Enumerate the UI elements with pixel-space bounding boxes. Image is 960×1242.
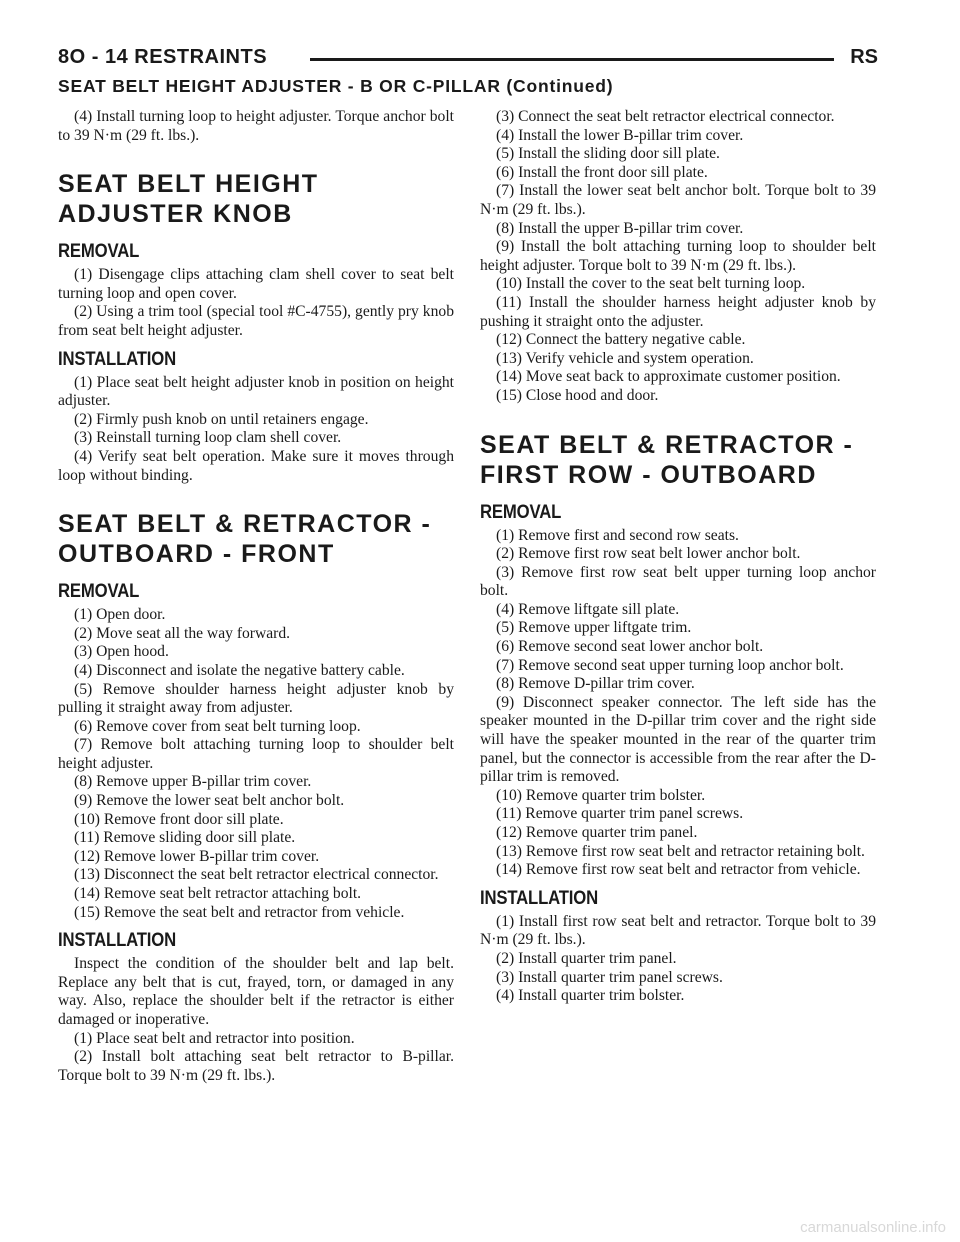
step: (10) Install the cover to the seat belt turning loop. (496, 275, 806, 293)
step: (13) Remove first row seat belt and retractor retaining bolt. (496, 842, 865, 860)
installation-heading: INSTALLATION (480, 887, 599, 909)
step: (2) Install bolt attaching seat belt retractor to B-pillar. Torque bolt to 39 N·m (29 ft. lbs.). (58, 1048, 454, 1084)
step: (6) Install the front door sill plate. (496, 163, 708, 181)
continued-title: SEAT BELT HEIGHT ADJUSTER - B OR C-PILLAR (Continued) (58, 76, 614, 96)
step: (3) Reinstall turning loop clam shell cover. (74, 429, 342, 447)
step: (8) Remove upper B-pillar trim cover. (74, 773, 312, 791)
step: (9) Disconnect speaker connector. The left side has the speaker mounted in the D-pillar trim cover and the right side will have the speaker mounted in the rear of the quarter trim panel, but the connector is accessible from the rear after the D-pillar trim is removed. (480, 693, 876, 786)
step: (1) Place seat belt height adjuster knob in position on height adjuster. (58, 373, 454, 410)
step: (4) Disconnect and isolate the negative battery cable. (74, 661, 405, 679)
left-column (58, 108, 454, 1085)
step: (9) Remove the lower seat belt anchor bolt. (74, 792, 345, 810)
step: (1) Install first row seat belt and retractor. Torque bolt to 39 N·m (29 ft. lbs.). (480, 912, 876, 949)
step: (2) Using a trim tool (special tool #C-4755), gently pry knob from seat belt height adjuster. (58, 303, 454, 339)
model-code: RS (850, 46, 878, 68)
installation-heading: INSTALLATION (58, 348, 177, 370)
step: (12) Connect the battery negative cable. (496, 331, 746, 349)
step: (3) Open hood. (74, 643, 169, 661)
step: (5) Remove shoulder harness height adjuster knob by pulling it straight away from adjuster. (58, 680, 454, 717)
section-title-outboard-front: SEAT BELT & RETRACTOR - OUTBOARD - FRONT (58, 510, 432, 569)
step: (13) Disconnect the seat belt retractor electrical connector. (74, 866, 439, 884)
step: (14) Remove first row seat belt and retractor from vehicle. (496, 861, 861, 879)
header-rule (310, 58, 834, 61)
step: (3) Install quarter trim panel screws. (496, 968, 723, 986)
step: (6) Remove second seat lower anchor bolt. (496, 638, 764, 656)
step: (5) Install the sliding door sill plate. (496, 145, 720, 163)
watermark: carmanualsonline.info (800, 1219, 946, 1236)
step: (15) Remove the seat belt and retractor from vehicle. (74, 903, 405, 921)
step: (1) Disengage clips attaching clam shell cover to seat belt turning loop and open cover. (58, 266, 454, 302)
step: (2) Install quarter trim panel. (496, 949, 677, 967)
step: (15) Close hood and door. (496, 386, 659, 404)
step: (7) Remove second seat upper turning loop anchor bolt. (496, 656, 844, 674)
step: (10) Remove quarter trim bolster. (496, 786, 706, 804)
step: (1) Remove first and second row seats. (496, 526, 739, 544)
step: (7) Install the lower seat belt anchor bolt. Torque bolt to 39 N·m (29 ft. lbs.). (480, 182, 876, 218)
section-title-first-row: SEAT BELT & RETRACTOR - FIRST ROW - OUTBOARD (480, 430, 854, 489)
step: (7) Remove bolt attaching turning loop to shoulder belt height adjuster. (58, 736, 454, 772)
step: (9) Install the bolt attaching turning loop to shoulder belt height adjuster. Torque bolt to 39 N·m (29 ft. lbs.). (480, 238, 876, 274)
step: (8) Install the upper B-pillar trim cover. (496, 219, 744, 237)
step: (11) Remove quarter trim panel screws. (496, 805, 744, 823)
right-column (480, 108, 876, 1006)
step: (12) Remove quarter trim panel. (496, 824, 698, 841)
step: (2) Move seat all the way forward. (74, 624, 291, 642)
step: (11) Install the shoulder harness height adjuster knob by pushing it straight onto the adjuster. (480, 293, 876, 330)
step: (6) Remove cover from seat belt turning loop. (74, 717, 361, 735)
step: (8) Remove D-pillar trim cover. (496, 675, 695, 693)
installation-intro: Inspect the condition of the shoulder belt and lap belt. Replace any belt that is cut, frayed, torn, or damaged in any way. Also, replace the shoulder belt if the retractor is either damaged or inoperative. (58, 955, 454, 1028)
step: (4) Install quarter trim bolster. (496, 987, 685, 1005)
section-title-knob: SEAT BELT HEIGHT ADJUSTER KNOB (58, 170, 319, 229)
step: (12) Remove lower B-pillar trim cover. (74, 847, 320, 865)
step: (3) Connect the seat belt retractor electrical connector. (496, 108, 835, 125)
page-ref: 8O - 14 RESTRAINTS (58, 46, 268, 68)
step: (10) Remove front door sill plate. (74, 810, 284, 828)
step: (13) Verify vehicle and system operation. (496, 349, 754, 367)
step: (14) Remove seat belt retractor attaching bolt. (74, 885, 362, 903)
step: (3) Remove first row seat belt upper turning loop anchor bolt. (480, 563, 876, 600)
step: (1) Open door. (74, 606, 166, 624)
removal-heading: REMOVAL (480, 501, 562, 523)
step: (4) Remove liftgate sill plate. (496, 600, 680, 618)
step: (11) Remove sliding door sill plate. (74, 829, 296, 847)
installation-heading: INSTALLATION (58, 930, 177, 952)
step: (2) Firmly push knob on until retainers engage. (74, 410, 369, 428)
step: (4) Verify seat belt operation. Make sure it moves through loop without binding. (58, 447, 454, 484)
removal-heading: REMOVAL (58, 241, 140, 263)
step: (1) Place seat belt and retractor into position. (74, 1029, 355, 1047)
step: (5) Remove upper liftgate trim. (496, 619, 692, 637)
intro-step: (4) Install turning loop to height adjuster. Torque anchor bolt to 39 N·m (29 ft. lbs.). (58, 108, 454, 144)
step: (4) Install the lower B-pillar trim cover. (496, 126, 744, 144)
removal-heading: REMOVAL (58, 581, 140, 603)
page-header (58, 44, 878, 74)
step: (14) Move seat back to approximate customer position. (496, 368, 841, 386)
step: (2) Remove first row seat belt lower anchor bolt. (496, 545, 801, 563)
